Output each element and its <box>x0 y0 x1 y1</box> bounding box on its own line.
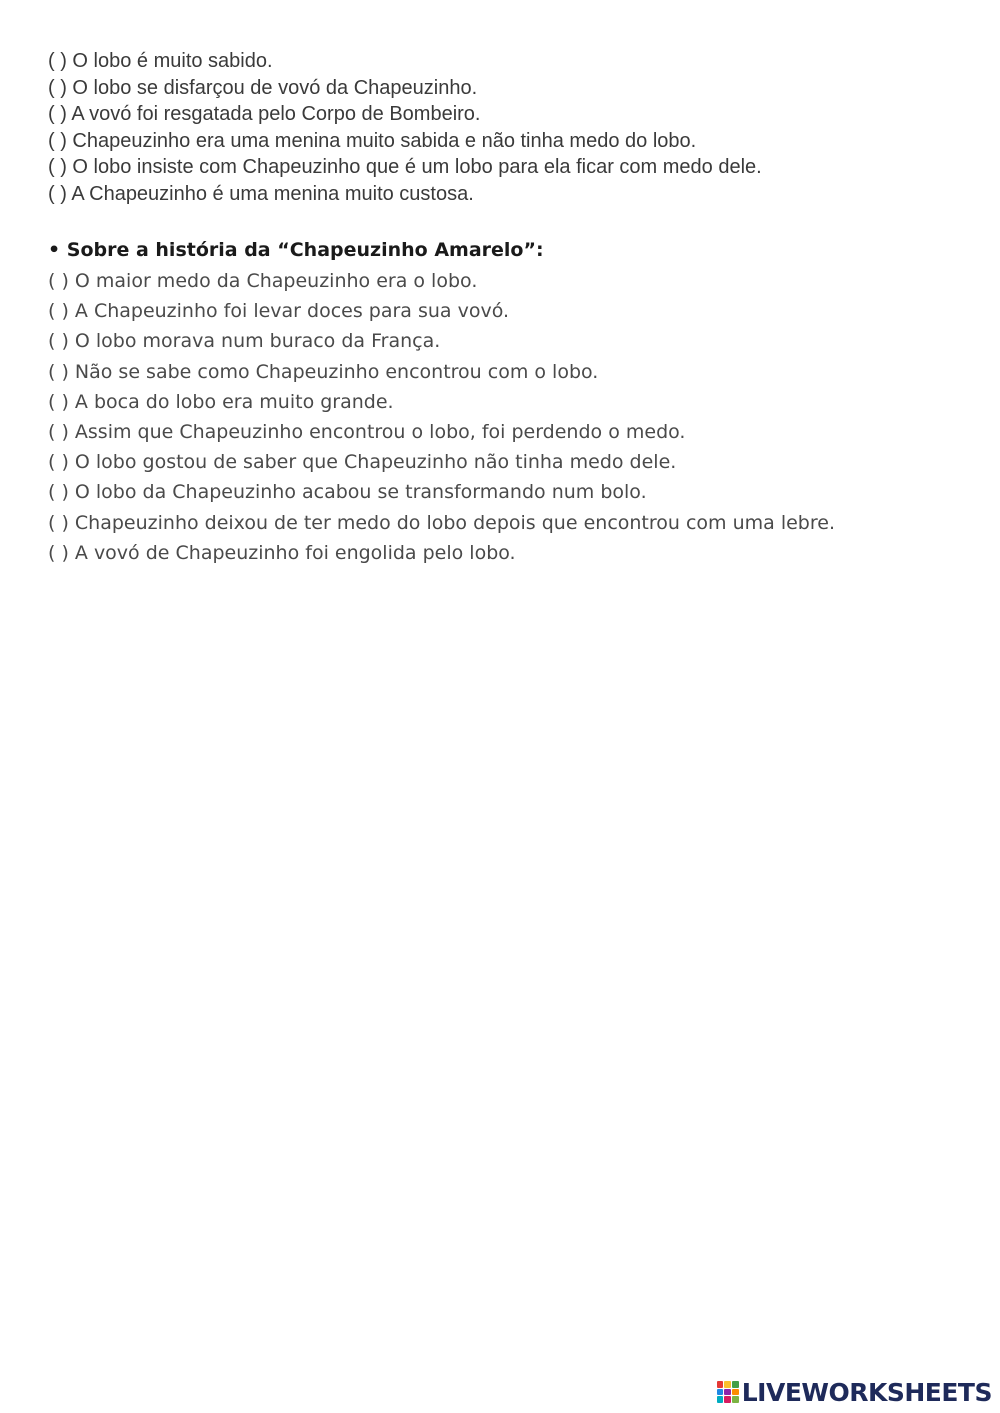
statement-item: ( ) O lobo insiste com Chapeuzinho que é um lobo para ela ficar com medo dele. <box>48 156 762 178</box>
statement-item: ( ) A Chapeuzinho foi levar doces para sua vovó. <box>48 300 510 323</box>
logo-square <box>724 1396 731 1403</box>
logo-square <box>732 1381 739 1388</box>
logo-text: LIVEWORKSHEETS <box>741 1377 992 1407</box>
logo-square <box>724 1389 731 1396</box>
statement-item: ( ) Chapeuzinho era uma menina muito sabida e não tinha medo do lobo. <box>48 129 697 152</box>
true-false-list-1 <box>48 48 978 207</box>
statement-item: ( ) O lobo se disfarçou de vovó da Chapeuzinho. <box>48 76 478 99</box>
statement-item: ( ) O lobo morava num buraco da França. <box>48 330 441 353</box>
liveworksheets-logo <box>717 1377 992 1407</box>
logo-square <box>717 1389 724 1396</box>
logo-square <box>717 1381 724 1388</box>
logo-square <box>732 1389 739 1396</box>
statement-item: ( ) O maior medo da Chapeuzinho era o lobo. <box>48 270 478 292</box>
statement-item: ( ) A Chapeuzinho é uma menina muito custosa. <box>48 182 474 205</box>
statement-item: ( ) A boca do lobo era muito grande. <box>48 390 394 413</box>
statement-item: ( ) O lobo é muito sabido. <box>48 50 273 72</box>
section-heading: • Sobre a história da “Chapeuzinho Amarelo”: <box>48 239 544 261</box>
statement-item: ( ) A vovó de Chapeuzinho foi engolida pelo lobo. <box>48 541 516 564</box>
logo-square <box>717 1396 724 1403</box>
liveworksheets-logo-icon <box>717 1381 739 1403</box>
statement-item: ( ) A vovó foi resgatada pelo Corpo de Bombeiro. <box>48 103 481 125</box>
statement-item: ( ) Não se sabe como Chapeuzinho encontrou com o lobo. <box>48 360 599 383</box>
statement-item: ( ) Chapeuzinho deixou de ter medo do lobo depois que encontrou com uma lebre. <box>48 511 835 534</box>
statement-item: ( ) O lobo gostou de saber que Chapeuzinho não tinha medo dele. <box>48 451 677 474</box>
statement-item: ( ) Assim que Chapeuzinho encontrou o lobo, foi perdendo o medo. <box>48 421 686 444</box>
logo-square <box>732 1396 739 1403</box>
logo-square <box>724 1381 731 1388</box>
statement-item: ( ) O lobo da Chapeuzinho acabou se transformando num bolo. <box>48 481 647 504</box>
true-false-list-2 <box>48 236 988 568</box>
